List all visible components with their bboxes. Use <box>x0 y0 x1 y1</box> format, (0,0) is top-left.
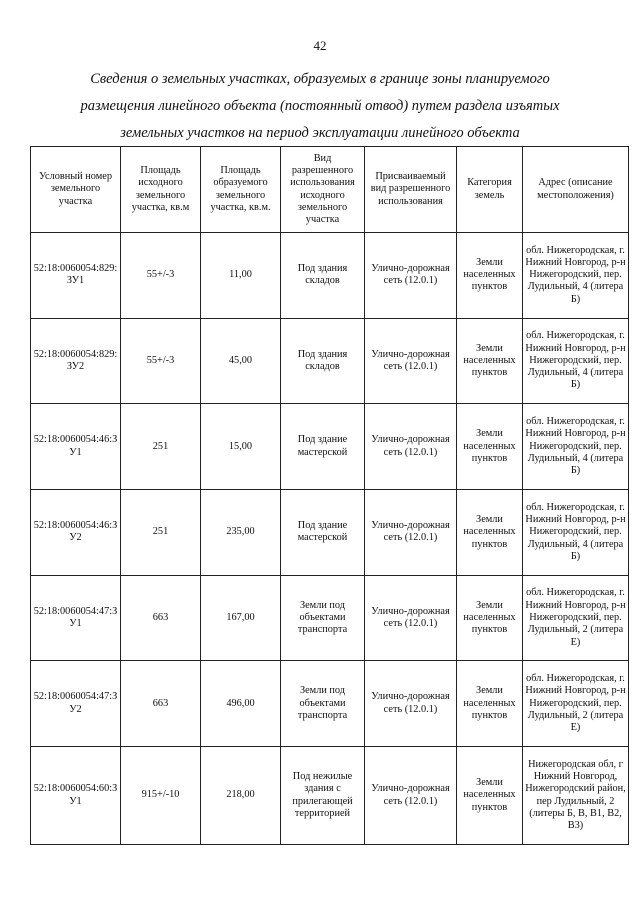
cell-formed-area: 15,00 <box>201 404 281 490</box>
cell-assigned-use: Улично-дорожная сеть (12.0.1) <box>365 318 457 404</box>
cell-assigned-use: Улично-дорожная сеть (12.0.1) <box>365 404 457 490</box>
cell-land-category: Земли населенных пунктов <box>457 404 523 490</box>
cell-source-area: 663 <box>121 661 201 747</box>
cell-formed-area: 218,00 <box>201 747 281 845</box>
cell-source-use: Под здания складов <box>281 233 365 319</box>
table-row <box>31 661 629 747</box>
title-line: земельных участков на период эксплуатации линейного объекта <box>120 125 520 141</box>
header-plot-number: Условный номер земельного участка <box>31 147 121 233</box>
cell-source-area: 663 <box>121 575 201 661</box>
cell-formed-area: 11,00 <box>201 233 281 319</box>
cell-land-category: Земли населенных пунктов <box>457 747 523 845</box>
cell-formed-area: 235,00 <box>201 490 281 576</box>
cell-assigned-use: Улично-дорожная сеть (12.0.1) <box>365 233 457 319</box>
cell-source-use: Под нежилые здания с прилегающей территорией <box>281 747 365 845</box>
cell-address: обл. Нижегородская, г. Нижний Новгород, р-н Нижегородский, пер. Лудильный, 4 (литера Б) <box>523 318 629 404</box>
table-header-row <box>31 147 629 233</box>
cell-source-use: Под здание мастерской <box>281 490 365 576</box>
header-formed-area: Площадь образуемого земельного участка, кв.м. <box>201 147 281 233</box>
document-title <box>60 66 580 147</box>
cell-assigned-use: Улично-дорожная сеть (12.0.1) <box>365 661 457 747</box>
cell-source-area: 915+/-10 <box>121 747 201 845</box>
cell-assigned-use: Улично-дорожная сеть (12.0.1) <box>365 747 457 845</box>
cell-plot-number: 52:18:0060054:829:ЗУ1 <box>31 233 121 319</box>
header-address: Адрес (описание местоположения) <box>523 147 629 233</box>
header-assigned-use: Присваиваемый вид разрешенного использования <box>365 147 457 233</box>
table-row <box>31 404 629 490</box>
header-source-use: Вид разрешенного использования исходного земельного участка <box>281 147 365 233</box>
cell-land-category: Земли населенных пунктов <box>457 575 523 661</box>
cell-address: обл. Нижегородская, г. Нижний Новгород, р-н Нижегородский, пер. Лудильный, 2 (литера Е) <box>523 661 629 747</box>
cell-plot-number: 52:18:0060054:829:ЗУ2 <box>31 318 121 404</box>
cell-source-use: Земли под объектами транспорта <box>281 575 365 661</box>
cell-address: обл. Нижегородская, г. Нижний Новгород, р-н Нижегородский, пер. Лудильный, 2 (литера Е) <box>523 575 629 661</box>
cell-plot-number: 52:18:0060054:46:ЗУ1 <box>31 404 121 490</box>
land-plots-table <box>30 146 629 845</box>
cell-source-area: 251 <box>121 490 201 576</box>
table-row <box>31 490 629 576</box>
cell-formed-area: 167,00 <box>201 575 281 661</box>
table-row <box>31 233 629 319</box>
cell-source-use: Земли под объектами транспорта <box>281 661 365 747</box>
title-line: размещения линейного объекта (постоянный отвод) путем раздела изъятых <box>80 98 560 114</box>
cell-land-category: Земли населенных пунктов <box>457 490 523 576</box>
cell-address: обл. Нижегородская, г. Нижний Новгород, р-н Нижегородский, пер. Лудильный, 4 (литера Б) <box>523 490 629 576</box>
table-row <box>31 318 629 404</box>
cell-land-category: Земли населенных пунктов <box>457 318 523 404</box>
cell-source-area: 251 <box>121 404 201 490</box>
cell-plot-number: 52:18:0060054:60:ЗУ1 <box>31 747 121 845</box>
cell-source-area: 55+/-3 <box>121 233 201 319</box>
cell-formed-area: 45,00 <box>201 318 281 404</box>
cell-source-area: 55+/-3 <box>121 318 201 404</box>
title-line: Сведения о земельных участках, образуемых в границе зоны планируемого <box>90 71 550 87</box>
cell-address: обл. Нижегородская, г. Нижний Новгород, р-н Нижегородский, пер. Лудильный, 4 (литера Б) <box>523 233 629 319</box>
table-row <box>31 575 629 661</box>
cell-plot-number: 52:18:0060054:47:ЗУ1 <box>31 575 121 661</box>
cell-assigned-use: Улично-дорожная сеть (12.0.1) <box>365 490 457 576</box>
cell-formed-area: 496,00 <box>201 661 281 747</box>
cell-source-use: Под здание мастерской <box>281 404 365 490</box>
cell-address: обл. Нижегородская, г. Нижний Новгород, р-н Нижегородский, пер. Лудильный, 4 (литера Б) <box>523 404 629 490</box>
cell-plot-number: 52:18:0060054:47:ЗУ2 <box>31 661 121 747</box>
header-source-area: Площадь исходного земельного участка, кв.м <box>121 147 201 233</box>
page-number: 42 <box>313 38 327 53</box>
header-land-category: Категория земель <box>457 147 523 233</box>
cell-plot-number: 52:18:0060054:46:ЗУ2 <box>31 490 121 576</box>
cell-land-category: Земли населенных пунктов <box>457 233 523 319</box>
table-row <box>31 747 629 845</box>
cell-land-category: Земли населенных пунктов <box>457 661 523 747</box>
cell-address: Нижегородская обл, г Нижний Новгород, Нижегородский район, пер Лудильный, 2 (литеры Б, В, В1, В2, В3) <box>523 747 629 845</box>
cell-assigned-use: Улично-дорожная сеть (12.0.1) <box>365 575 457 661</box>
cell-source-use: Под здания складов <box>281 318 365 404</box>
